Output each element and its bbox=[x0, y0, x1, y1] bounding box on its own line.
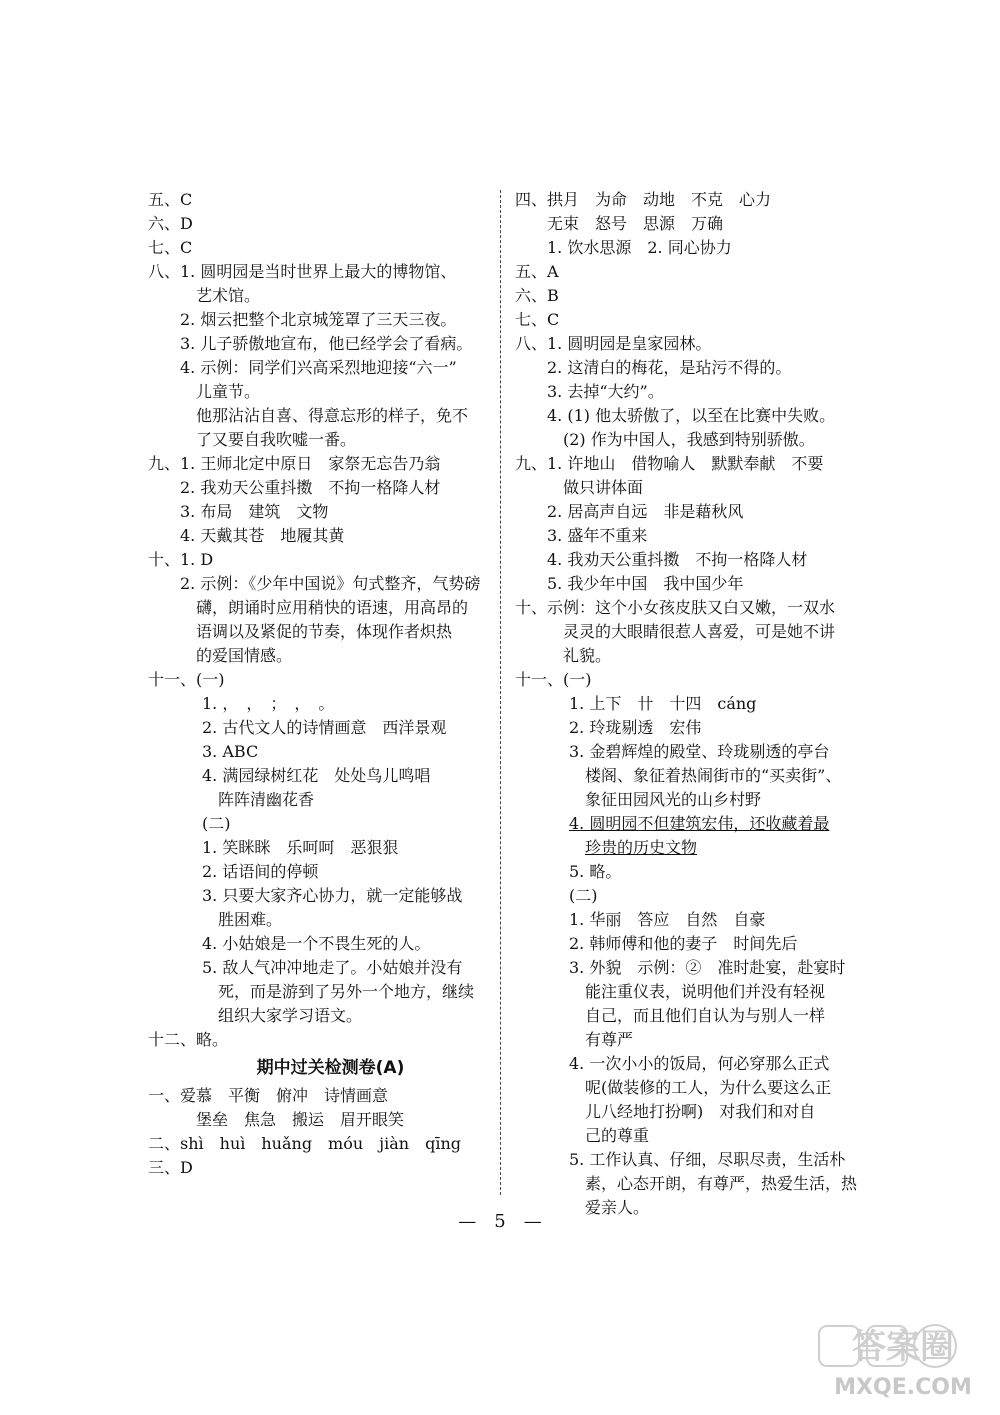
answer-line: 组织大家学习语文。 bbox=[218, 1006, 363, 1025]
answer-line: 3. 外貌 示例：② 准时赴宴，赴宴时 bbox=[569, 958, 846, 977]
answer-line: 己的尊重 bbox=[585, 1126, 650, 1145]
answer-line: 3. 儿子骄傲地宣布，他已经学会了看病。 bbox=[180, 334, 473, 353]
answer-line: 3. 盛年不重来 bbox=[547, 526, 648, 545]
answer-line: 他那沾沾自喜、得意忘形的样子，免不 bbox=[196, 406, 469, 425]
answer-line: 2. 韩师傅和他的妻子 时间先后 bbox=[569, 934, 798, 953]
answer-line: 十、示例：这个小女孩皮肤又白又嫩，一双水 bbox=[515, 598, 836, 617]
answer-line: 5. 敌人气冲冲地走了。小姑娘并没有 bbox=[202, 958, 463, 977]
answer-line: 十、1. D bbox=[148, 550, 214, 569]
answer-line: 的爱国情感。 bbox=[196, 646, 293, 665]
answer-line: 儿童节。 bbox=[196, 382, 261, 401]
page-number: — 5 — bbox=[458, 1211, 542, 1232]
answer-line: 1. 饮水思源 2. 同心协力 bbox=[547, 238, 732, 257]
answer-line: 了又要自我吹嘘一番。 bbox=[196, 430, 357, 449]
answer-line: 3. 金碧辉煌的殿堂、玲珑剔透的亭台 bbox=[569, 742, 830, 761]
answer-line: 1. ， ， ； ， 。 bbox=[202, 694, 335, 713]
answer-line: 礴，朗诵时应用稍快的语速，用高昂的 bbox=[196, 598, 469, 617]
answer-line: 爱亲人。 bbox=[585, 1198, 650, 1217]
answer-line: 七、C bbox=[515, 310, 560, 329]
right-column bbox=[515, 188, 860, 1220]
answer-line: 2. 我劝天公重抖擞 不拘一格降人材 bbox=[180, 478, 441, 497]
answer-line: 珍贵的历史文物 bbox=[585, 838, 698, 857]
answer-line: 八、1. 圆明园是当时世界上最大的博物馆、 bbox=[148, 262, 457, 281]
answer-line: 3. 只要大家齐心协力，就一定能够战 bbox=[202, 886, 463, 905]
watermark-subtext: MXQE.COM bbox=[834, 1375, 972, 1400]
answer-line: 1. 笑眯眯 乐呵呵 恶狠狠 bbox=[202, 838, 399, 857]
left-answer-lines bbox=[148, 188, 493, 1052]
answer-line: 楼阁、象征着热闹街市的“买卖街”、 bbox=[585, 766, 842, 785]
answer-line: 十二、略。 bbox=[148, 1030, 229, 1049]
watermark-logo bbox=[815, 1320, 990, 1400]
answer-line: 二、shì huì huǎng móu jiàn qīng bbox=[148, 1134, 461, 1153]
answer-line: 六、D bbox=[148, 214, 193, 233]
answer-line: 3. 布局 建筑 文物 bbox=[180, 502, 329, 521]
answer-line: 4. (1) 他太骄傲了，以至在比赛中失败。 bbox=[547, 406, 836, 425]
answer-line: 十一、(一) bbox=[515, 670, 592, 689]
right-answer-lines bbox=[515, 188, 860, 1220]
answer-line: 3. ABC bbox=[202, 742, 259, 761]
answer-line: 2. 玲珑剔透 宏伟 bbox=[569, 718, 702, 737]
watermark-text: 答案圈 bbox=[852, 1327, 954, 1367]
answer-line: 呢(做装修的工人，为什么要这么正 bbox=[585, 1078, 832, 1097]
answer-line: 胜困难。 bbox=[218, 910, 283, 929]
answer-line: 2. 这清白的梅花，是玷污不得的。 bbox=[547, 358, 792, 377]
answer-line: 自己，而且他们自认为与别人一样 bbox=[585, 1006, 826, 1025]
answer-line: 4. 小姑娘是一个不畏生死的人。 bbox=[202, 934, 431, 953]
answer-line: 做只讲体面 bbox=[563, 478, 644, 497]
answer-line: (二) bbox=[569, 886, 598, 905]
answer-line: 有尊严 bbox=[585, 1030, 634, 1049]
answer-line: 十一、(一) bbox=[148, 670, 225, 689]
answer-line: 5. 工作认真、仔细，尽职尽责，生活朴 bbox=[569, 1150, 846, 1169]
answer-line: 象征田园风光的山乡村野 bbox=[585, 790, 762, 809]
answer-line: 六、B bbox=[515, 286, 559, 305]
column-divider bbox=[500, 190, 501, 1195]
answer-line: 艺术馆。 bbox=[196, 286, 261, 305]
answer-line: 阵阵清幽花香 bbox=[218, 790, 315, 809]
answer-line: 3. 去掉“大约”。 bbox=[547, 382, 664, 401]
answer-line: 死，而是游到了另外一个地方，继续 bbox=[218, 982, 475, 1001]
answer-line: 一、爱慕 平衡 俯冲 诗情画意 bbox=[148, 1086, 389, 1105]
answer-line: 九、1. 许地山 借物喻人 默默奉献 不要 bbox=[515, 454, 824, 473]
answer-line: 2. 话语间的停顿 bbox=[202, 862, 319, 881]
answer-line: 4. 圆明园不但建筑宏伟，还收藏着最 bbox=[569, 814, 830, 833]
answer-line: 能注重仪表，说明他们并没有轻视 bbox=[585, 982, 826, 1001]
answer-line: 4. 一次小小的饭局，何必穿那么正式 bbox=[569, 1054, 830, 1073]
answer-line: 4. 我劝天公重抖擞 不拘一格降人材 bbox=[547, 550, 808, 569]
answer-line: 八、1. 圆明园是皇家园林。 bbox=[515, 334, 712, 353]
answer-line: 1. 上下 卄 十四 cáng bbox=[569, 694, 757, 713]
answer-line: 2. 居高声自远 非是藉秋风 bbox=[547, 502, 744, 521]
answer-line: (二) bbox=[202, 814, 231, 833]
answer-line: 四、拱月 为命 动地 不克 心力 bbox=[515, 190, 772, 209]
answer-line: 灵灵的大眼睛很惹人喜爱，可是她不讲 bbox=[563, 622, 836, 641]
answer-line: 4. 示例：同学们兴高采烈地迎接“六一” bbox=[180, 358, 457, 377]
answer-line: 三、D bbox=[148, 1158, 193, 1177]
answer-line: 5. 我少年中国 我中国少年 bbox=[547, 574, 744, 593]
answer-line: 礼貌。 bbox=[563, 646, 612, 665]
answer-line: 堡垒 焦急 搬运 眉开眼笑 bbox=[196, 1110, 405, 1129]
answer-line: 素，心态开朗，有尊严，热爱生活，热 bbox=[585, 1174, 858, 1193]
answer-line: (2) 作为中国人，我感到特别骄傲。 bbox=[563, 430, 815, 449]
answer-line: 5. 略。 bbox=[569, 862, 622, 881]
answer-line: 语调以及紧促的节奏，体现作者炽热 bbox=[196, 622, 453, 641]
answer-line: 五、C bbox=[148, 190, 193, 209]
left-column bbox=[148, 188, 493, 1180]
left-answer-lines-after-heading bbox=[148, 1084, 493, 1180]
answer-line: 2. 古代文人的诗情画意 西洋景观 bbox=[202, 718, 447, 737]
answer-line: 儿八经地打扮啊) 对我们和对自 bbox=[585, 1102, 816, 1121]
answer-line: 4. 天戴其苍 地履其黄 bbox=[180, 526, 345, 545]
section-heading: 期中过关检测卷(A) bbox=[256, 1058, 405, 1078]
answer-line: 九、1. 王师北定中原日 家祭无忘告乃翁 bbox=[148, 454, 441, 473]
answer-line: 2. 烟云把整个北京城笼罩了三天三夜。 bbox=[180, 310, 457, 329]
answer-line: 2. 示例：《少年中国说》句式整齐，气势磅 bbox=[180, 574, 481, 593]
answer-line: 无束 怒号 思源 万确 bbox=[547, 214, 724, 233]
answer-line: 五、A bbox=[515, 262, 559, 281]
answer-line: 1. 华丽 答应 自然 自豪 bbox=[569, 910, 766, 929]
answer-line: 4. 满园绿树红花 处处鸟儿鸣唱 bbox=[202, 766, 431, 785]
answer-line: 七、C bbox=[148, 238, 193, 257]
